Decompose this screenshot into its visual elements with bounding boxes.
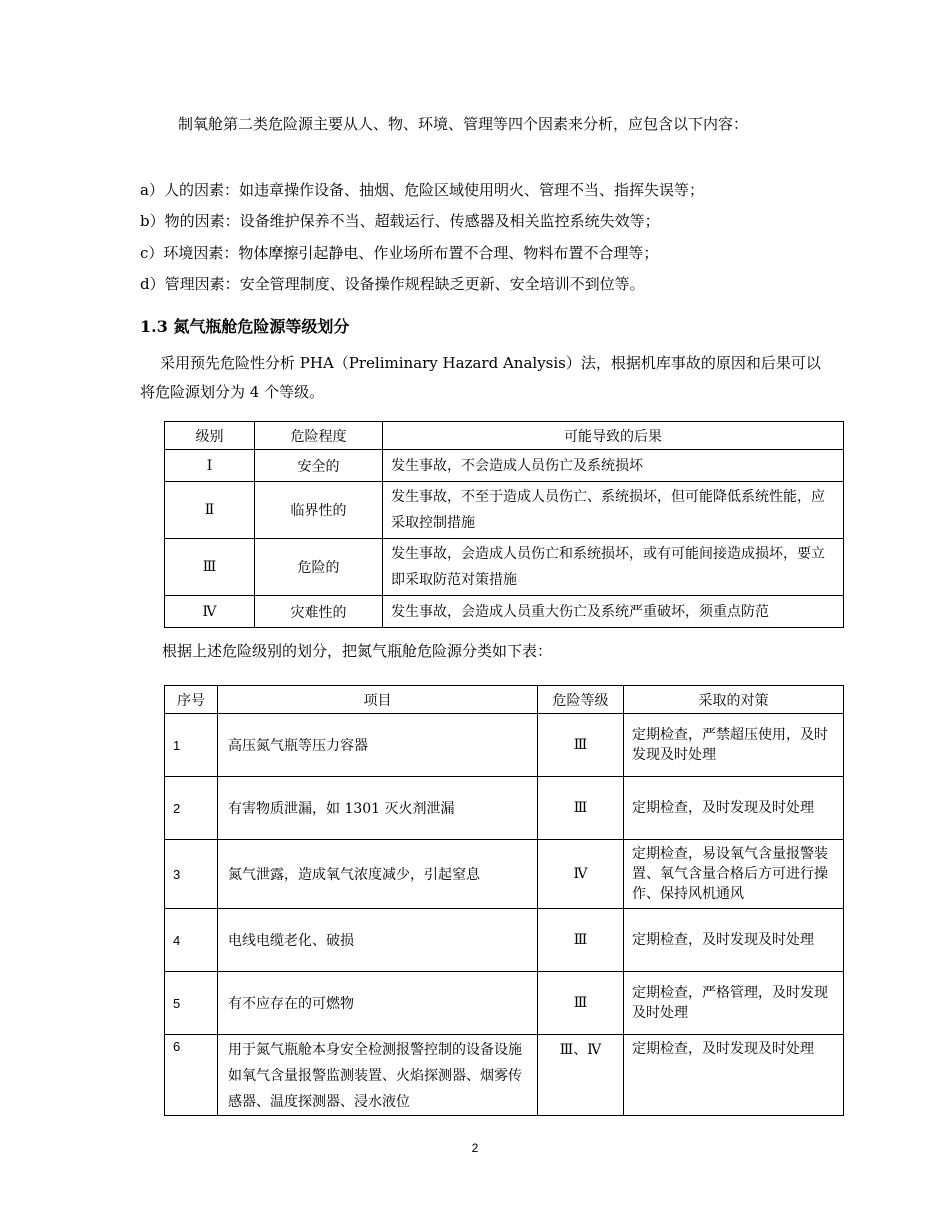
consequence-cell: 发生事故，会造成人员重大伤亡及系统严重破坏，须重点防范 (383, 596, 844, 628)
index-cell: 5 (165, 972, 218, 1035)
level-cell: Ⅱ (165, 482, 255, 539)
column-header: 危险程度 (255, 422, 383, 450)
factor-text: 环境因素：物体摩擦引起静电、作业场所布置不合理、物料布置不合理等； (163, 244, 659, 262)
hazard-classification-table (164, 685, 844, 1116)
level-cell: Ⅲ (538, 714, 624, 777)
item-cell: 有害物质泄漏，如 1301 灭火剂泄漏 (218, 777, 538, 840)
factor-label: a） (140, 181, 164, 199)
factor-item-c (140, 239, 658, 267)
index-cell: 3 (165, 840, 218, 909)
index-cell: 4 (165, 909, 218, 972)
factor-label: b） (140, 212, 165, 230)
consequence-cell: 发生事故，会造成人员伤亡和系统损坏，或有可能间接造成损坏，要立即采取防范对策措施 (383, 539, 844, 596)
consequence-cell: 发生事故，不至于造成人员伤亡、系统损坏，但可能降低系统性能，应采取控制措施 (383, 482, 844, 539)
table-header-row (165, 686, 844, 714)
degree-cell: 安全的 (255, 450, 383, 482)
level-cell: Ⅲ (538, 909, 624, 972)
level-cell: Ⅲ (538, 972, 624, 1035)
pha-paragraph: 采用预先危险性分析 PHA（Preliminary Hazard Analysis）法，根据机库事故的原因和后果可以将危险源划分为 4 个等级。 (140, 354, 821, 401)
column-header: 危险等级 (538, 686, 624, 714)
table-row (165, 450, 844, 482)
factor-label: d） (140, 275, 165, 293)
table-row (165, 840, 844, 909)
item-cell: 用于氮气瓶舱本身安全检测报警控制的设备设施如氧气含量报警监测装置、火焰探测器、烟雾传感器、温度探测器、浸水液位 (218, 1035, 538, 1116)
item-cell: 电线电缆老化、破损 (218, 909, 538, 972)
item-cell: 氮气泄露，造成氧气浓度减少，引起窒息 (218, 840, 538, 909)
measure-cell: 定期检查，及时发现及时处理 (624, 1035, 844, 1116)
factor-label: c） (140, 244, 164, 262)
level-cell: Ⅰ (165, 450, 255, 482)
item-cell: 高压氮气瓶等压力容器 (218, 714, 538, 777)
measure-cell: 定期检查，严禁超压使用，及时发现及时处理 (624, 714, 844, 777)
table-row (165, 714, 844, 777)
consequence-cell: 发生事故，不会造成人员伤亡及系统损坏 (383, 450, 844, 482)
table-row (165, 539, 844, 596)
level-cell: Ⅳ (538, 840, 624, 909)
table-row (165, 596, 844, 628)
factor-text: 管理因素：安全管理制度、设备操作规程缺乏更新、安全培训不到位等。 (164, 275, 645, 293)
index-cell: 2 (165, 777, 218, 840)
degree-cell: 灾难性的 (255, 596, 383, 628)
classification-intro: 根据上述危险级别的划分，把氮气瓶舱危险源分类如下表： (162, 642, 553, 660)
column-header: 级别 (165, 422, 255, 450)
measure-cell: 定期检查，易设氧气含量报警装置、氧气含量合格后方可进行操作、保持风机通风 (624, 840, 844, 909)
hazard-level-table (164, 421, 844, 628)
table-row (165, 909, 844, 972)
table-row (165, 482, 844, 539)
page-number: 2 (471, 1141, 479, 1155)
measure-cell: 定期检查，及时发现及时处理 (624, 777, 844, 840)
index-cell: 1 (165, 714, 218, 777)
factor-item-b (140, 207, 660, 235)
level-cell: Ⅲ、Ⅳ (538, 1035, 624, 1116)
measure-cell: 定期检查，及时发现及时处理 (624, 909, 844, 972)
column-header: 序号 (165, 686, 218, 714)
factor-text: 物的因素：设备维护保养不当、超载运行、传感器及相关监控系统失效等； (164, 212, 660, 230)
table-header-row (165, 422, 844, 450)
level-cell: Ⅲ (165, 539, 255, 596)
factor-item-d (140, 270, 645, 298)
degree-cell: 临界性的 (255, 482, 383, 539)
table-row (165, 972, 844, 1035)
level-cell: Ⅲ (538, 777, 624, 840)
column-header: 项目 (218, 686, 538, 714)
section-heading: 1.3 氮气瓶舱危险源等级划分 (140, 317, 350, 336)
table-row (165, 777, 844, 840)
measure-cell: 定期检查，严格管理，及时发现及时处理 (624, 972, 844, 1035)
factor-text: 人的因素：如违章操作设备、抽烟、危险区域使用明火、管理不当、指挥失误等； (163, 181, 704, 199)
degree-cell: 危险的 (255, 539, 383, 596)
factor-item-a (140, 176, 704, 204)
table-row (165, 1035, 844, 1116)
column-header: 可能导致的后果 (383, 422, 844, 450)
column-header: 采取的对策 (624, 686, 844, 714)
index-cell: 6 (165, 1035, 218, 1116)
intro-paragraph: 制氧舱第二类危险源主要从人、物、环境、管理等四个因素来分析，应包含以下内容： (178, 115, 749, 133)
level-cell: Ⅳ (165, 596, 255, 628)
item-cell: 有不应存在的可燃物 (218, 972, 538, 1035)
